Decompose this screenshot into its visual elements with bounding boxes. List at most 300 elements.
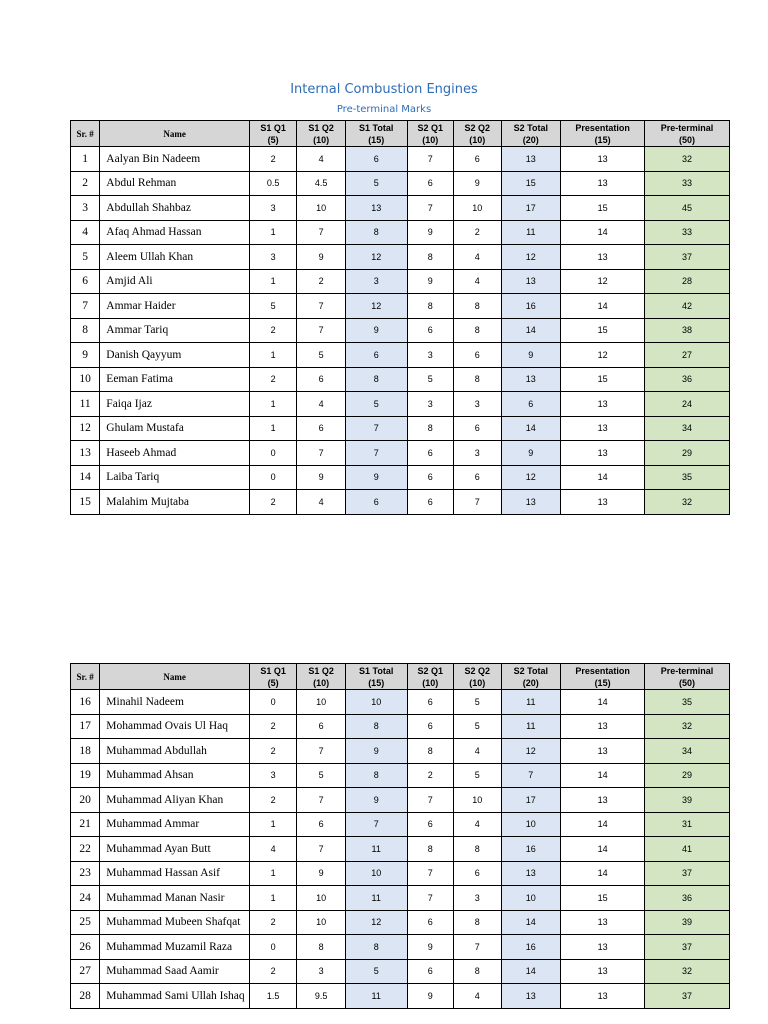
s1-q1-cell: 2 [249, 490, 297, 515]
sr-no-cell: 16 [71, 690, 100, 715]
name-cell: Malahim Mujtaba [100, 490, 250, 515]
name-cell: Eeman Fatima [100, 367, 250, 392]
s2-total-cell: 13 [501, 367, 561, 392]
sr-no-cell: 23 [71, 861, 100, 886]
sr-no-cell: 20 [71, 788, 100, 813]
s2-total-cell: 11 [501, 714, 561, 739]
table-row [71, 714, 730, 739]
s1-q2-cell: 10 [297, 690, 346, 715]
s1-total-cell: 12 [345, 245, 407, 270]
presentation-cell: 15 [561, 367, 645, 392]
name-cell: Ammar Haider [100, 294, 250, 319]
s1-total-cell: 6 [345, 490, 407, 515]
s1-q1-cell: 3 [249, 196, 297, 221]
s2-q1-cell: 7 [407, 886, 453, 911]
pre-terminal-cell: 27 [645, 343, 730, 368]
s1-q2-cell: 7 [297, 837, 346, 862]
table-row [71, 367, 730, 392]
s1-q2-cell: 7 [297, 220, 346, 245]
s2-total-cell: 17 [501, 196, 561, 221]
header-col-s2-total [501, 121, 561, 147]
presentation-cell: 14 [561, 465, 645, 490]
pre-terminal-cell: 29 [645, 441, 730, 466]
s1-total-cell: 5 [345, 171, 407, 196]
s1-q1-cell: 1 [249, 416, 297, 441]
s1-q2-cell: 7 [297, 318, 346, 343]
s2-q1-cell: 9 [407, 269, 453, 294]
presentation-cell: 12 [561, 343, 645, 368]
pre-terminal-cell: 37 [645, 861, 730, 886]
s2-q1-cell: 6 [407, 318, 453, 343]
s1-q1-cell: 4 [249, 837, 297, 862]
s1-total-cell: 7 [345, 441, 407, 466]
s1-q2-cell: 6 [297, 416, 346, 441]
s1-q2-cell: 5 [297, 763, 346, 788]
s1-q1-cell: 2 [249, 788, 297, 813]
s1-q1-cell: 2 [249, 147, 297, 172]
sr-no-cell: 6 [71, 269, 100, 294]
s1-total-cell: 6 [345, 343, 407, 368]
presentation-cell: 13 [561, 984, 645, 1009]
header-col-sr [71, 664, 100, 690]
header-col-name [100, 121, 250, 147]
header-label: Pre-terminal [660, 665, 714, 676]
s2-q1-cell: 8 [407, 294, 453, 319]
s2-total-cell: 15 [501, 171, 561, 196]
s2-q1-cell: 6 [407, 690, 453, 715]
s2-q2-cell: 4 [454, 245, 502, 270]
sr-no-cell: 5 [71, 245, 100, 270]
s2-q2-cell: 6 [454, 861, 502, 886]
header-max-marks: (10) [313, 677, 330, 688]
s2-q2-cell: 4 [454, 739, 502, 764]
header-label: S2 Total [513, 665, 548, 676]
name-cell: Ghulam Mustafa [100, 416, 250, 441]
header-col-s2-q1 [407, 664, 453, 690]
marks-table-1 [70, 120, 730, 515]
s2-q1-cell: 8 [407, 416, 453, 441]
header-label: Presentation [575, 665, 630, 676]
s1-total-cell: 7 [345, 812, 407, 837]
s2-q2-cell: 6 [454, 147, 502, 172]
table-row [71, 910, 730, 935]
s1-q2-cell: 6 [297, 812, 346, 837]
name-cell: Muhammad Saad Aamir [100, 959, 250, 984]
table-row [71, 318, 730, 343]
s2-q1-cell: 6 [407, 171, 453, 196]
s2-q2-cell: 6 [454, 343, 502, 368]
s2-q2-cell: 6 [454, 465, 502, 490]
header-col-name [100, 664, 250, 690]
pre-terminal-cell: 32 [645, 959, 730, 984]
s1-total-cell: 12 [345, 910, 407, 935]
pre-terminal-cell: 41 [645, 837, 730, 862]
table-row [71, 343, 730, 368]
sr-no-cell: 24 [71, 886, 100, 911]
s2-q2-cell: 7 [454, 935, 502, 960]
header-col-presentation [561, 664, 645, 690]
name-cell: Muhammad Ayan Butt [100, 837, 250, 862]
name-cell: Laiba Tariq [100, 465, 250, 490]
pre-terminal-cell: 34 [645, 739, 730, 764]
s1-total-cell: 13 [345, 196, 407, 221]
s1-q1-cell: 2 [249, 910, 297, 935]
sr-no-cell: 17 [71, 714, 100, 739]
header-max-marks: (10) [469, 677, 486, 688]
sr-no-cell: 28 [71, 984, 100, 1009]
name-cell: Mohammad Ovais Ul Haq [100, 714, 250, 739]
s1-q1-cell: 1 [249, 886, 297, 911]
name-cell: Amjid Ali [100, 269, 250, 294]
s1-q1-cell: 0.5 [249, 171, 297, 196]
sr-no-cell: 4 [71, 220, 100, 245]
presentation-cell: 15 [561, 318, 645, 343]
s2-q1-cell: 6 [407, 465, 453, 490]
sr-no-cell: 3 [71, 196, 100, 221]
s2-q1-cell: 6 [407, 490, 453, 515]
header-max-marks: (5) [267, 677, 279, 688]
s2-q2-cell: 8 [454, 318, 502, 343]
s2-q2-cell: 4 [454, 812, 502, 837]
s1-q1-cell: 2 [249, 714, 297, 739]
s1-q2-cell: 8 [297, 935, 346, 960]
presentation-cell: 13 [561, 416, 645, 441]
name-cell: Muhammad Mubeen Shafqat [100, 910, 250, 935]
sr-no-cell: 12 [71, 416, 100, 441]
s1-q1-cell: 3 [249, 245, 297, 270]
header-col-s2-q2 [454, 121, 502, 147]
s2-total-cell: 9 [501, 343, 561, 368]
s1-total-cell: 12 [345, 294, 407, 319]
header-label: S1 Total [359, 665, 394, 676]
s1-total-cell: 6 [345, 147, 407, 172]
pre-terminal-cell: 45 [645, 196, 730, 221]
presentation-cell: 13 [561, 245, 645, 270]
header-max-marks: (10) [422, 677, 439, 688]
name-cell: Abdul Rehman [100, 171, 250, 196]
table-row [71, 269, 730, 294]
document-title: Internal Combustion Engines [290, 82, 478, 97]
table-row [71, 763, 730, 788]
s2-total-cell: 12 [501, 739, 561, 764]
s2-q2-cell: 8 [454, 837, 502, 862]
header-col-s1-q1 [249, 664, 297, 690]
name-cell: Muhammad Manan Nasir [100, 886, 250, 911]
header-label: S1 Q1 [260, 665, 286, 676]
header-max-marks: (5) [267, 134, 279, 145]
sr-no-cell: 25 [71, 910, 100, 935]
s2-q1-cell: 7 [407, 147, 453, 172]
header-label: Pre-terminal [660, 122, 714, 133]
pre-terminal-cell: 32 [645, 490, 730, 515]
pre-terminal-cell: 34 [645, 416, 730, 441]
s1-q1-cell: 1 [249, 343, 297, 368]
presentation-cell: 14 [561, 763, 645, 788]
sr-no-cell: 11 [71, 392, 100, 417]
s1-q2-cell: 10 [297, 886, 346, 911]
presentation-cell: 13 [561, 788, 645, 813]
s1-q2-cell: 5 [297, 343, 346, 368]
header-max-marks: (20) [522, 134, 539, 145]
name-cell: Muhammad Abdullah [100, 739, 250, 764]
s2-q1-cell: 6 [407, 812, 453, 837]
pre-terminal-cell: 39 [645, 788, 730, 813]
presentation-cell: 14 [561, 837, 645, 862]
s2-total-cell: 13 [501, 269, 561, 294]
presentation-cell: 13 [561, 714, 645, 739]
s1-total-cell: 11 [345, 984, 407, 1009]
s2-total-cell: 13 [501, 984, 561, 1009]
s1-total-cell: 8 [345, 367, 407, 392]
s2-q1-cell: 6 [407, 910, 453, 935]
s2-q2-cell: 8 [454, 959, 502, 984]
presentation-cell: 13 [561, 935, 645, 960]
s2-q1-cell: 6 [407, 959, 453, 984]
header-label: S1 Q1 [260, 122, 286, 133]
s2-q1-cell: 9 [407, 935, 453, 960]
s2-q2-cell: 8 [454, 294, 502, 319]
presentation-cell: 13 [561, 441, 645, 466]
table-row [71, 416, 730, 441]
s2-total-cell: 11 [501, 220, 561, 245]
s2-q2-cell: 6 [454, 416, 502, 441]
pre-terminal-cell: 31 [645, 812, 730, 837]
sr-no-cell: 13 [71, 441, 100, 466]
table-row [71, 441, 730, 466]
s1-q1-cell: 2 [249, 959, 297, 984]
header-label: Name [163, 128, 186, 139]
s2-q1-cell: 3 [407, 343, 453, 368]
s1-q2-cell: 7 [297, 739, 346, 764]
table-header-row [71, 121, 730, 147]
name-cell: Muhammad Aliyan Khan [100, 788, 250, 813]
name-cell: Muhammad Ahsan [100, 763, 250, 788]
sr-no-cell: 1 [71, 147, 100, 172]
s1-q2-cell: 6 [297, 714, 346, 739]
sr-no-cell: 26 [71, 935, 100, 960]
s1-q2-cell: 6 [297, 367, 346, 392]
table-header-row [71, 664, 730, 690]
pre-terminal-cell: 33 [645, 171, 730, 196]
s2-total-cell: 13 [501, 861, 561, 886]
s1-total-cell: 5 [345, 959, 407, 984]
header-col-s2-q1 [407, 121, 453, 147]
header-label: S1 Q2 [308, 122, 334, 133]
table-row [71, 984, 730, 1009]
pre-terminal-cell: 28 [645, 269, 730, 294]
s1-q2-cell: 9 [297, 245, 346, 270]
s2-q1-cell: 7 [407, 788, 453, 813]
header-label: Presentation [575, 122, 630, 133]
sr-no-cell: 21 [71, 812, 100, 837]
s2-q1-cell: 8 [407, 245, 453, 270]
s1-q1-cell: 2 [249, 367, 297, 392]
header-col-s1-total [345, 121, 407, 147]
pre-terminal-cell: 42 [645, 294, 730, 319]
header-label: S1 Total [359, 122, 394, 133]
s1-q2-cell: 4 [297, 392, 346, 417]
s2-total-cell: 9 [501, 441, 561, 466]
pre-terminal-cell: 37 [645, 984, 730, 1009]
presentation-cell: 13 [561, 739, 645, 764]
sr-no-cell: 14 [71, 465, 100, 490]
pre-terminal-cell: 36 [645, 886, 730, 911]
table-row [71, 739, 730, 764]
s2-q1-cell: 3 [407, 392, 453, 417]
s1-total-cell: 9 [345, 788, 407, 813]
s2-q1-cell: 6 [407, 714, 453, 739]
s2-total-cell: 14 [501, 910, 561, 935]
s2-q1-cell: 9 [407, 220, 453, 245]
header-col-pre-terminal [645, 121, 730, 147]
pre-terminal-cell: 32 [645, 147, 730, 172]
header-label: S2 Total [513, 122, 548, 133]
s2-q1-cell: 9 [407, 984, 453, 1009]
presentation-cell: 13 [561, 392, 645, 417]
s2-q1-cell: 6 [407, 441, 453, 466]
s1-total-cell: 8 [345, 714, 407, 739]
header-label: S1 Q2 [308, 665, 334, 676]
sr-no-cell: 9 [71, 343, 100, 368]
s2-total-cell: 11 [501, 690, 561, 715]
header-label: Sr. # [76, 128, 94, 139]
s2-total-cell: 17 [501, 788, 561, 813]
sr-no-cell: 18 [71, 739, 100, 764]
s1-q2-cell: 2 [297, 269, 346, 294]
s2-total-cell: 13 [501, 147, 561, 172]
s1-q2-cell: 9 [297, 861, 346, 886]
s1-q1-cell: 0 [249, 465, 297, 490]
s2-q2-cell: 3 [454, 441, 502, 466]
s1-total-cell: 7 [345, 416, 407, 441]
s1-q2-cell: 9.5 [297, 984, 346, 1009]
s2-q1-cell: 2 [407, 763, 453, 788]
s1-total-cell: 9 [345, 318, 407, 343]
s2-q2-cell: 10 [454, 196, 502, 221]
header-col-pre-terminal [645, 664, 730, 690]
header-max-marks: (10) [422, 134, 439, 145]
table-row [71, 935, 730, 960]
header-col-s1-q1 [249, 121, 297, 147]
sr-no-cell: 10 [71, 367, 100, 392]
s1-q1-cell: 0 [249, 441, 297, 466]
table-row [71, 196, 730, 221]
sr-no-cell: 19 [71, 763, 100, 788]
s1-q1-cell: 0 [249, 935, 297, 960]
sr-no-cell: 7 [71, 294, 100, 319]
table-row [71, 886, 730, 911]
s2-q1-cell: 5 [407, 367, 453, 392]
table-row [71, 171, 730, 196]
presentation-cell: 13 [561, 171, 645, 196]
header-max-marks: (10) [313, 134, 330, 145]
table-row [71, 788, 730, 813]
header-col-sr [71, 121, 100, 147]
s1-q1-cell: 1 [249, 392, 297, 417]
presentation-cell: 14 [561, 220, 645, 245]
s2-total-cell: 12 [501, 465, 561, 490]
s2-total-cell: 16 [501, 935, 561, 960]
s2-total-cell: 16 [501, 294, 561, 319]
s1-total-cell: 5 [345, 392, 407, 417]
s1-q2-cell: 4 [297, 147, 346, 172]
s1-q1-cell: 1 [249, 220, 297, 245]
s2-q2-cell: 2 [454, 220, 502, 245]
header-label: S2 Q2 [464, 122, 490, 133]
s1-q2-cell: 4 [297, 490, 346, 515]
s1-total-cell: 8 [345, 763, 407, 788]
s1-q2-cell: 7 [297, 441, 346, 466]
s1-total-cell: 11 [345, 837, 407, 862]
table-row [71, 245, 730, 270]
name-cell: Muhammad Muzamil Raza [100, 935, 250, 960]
s2-total-cell: 14 [501, 416, 561, 441]
name-cell: Muhammad Sami Ullah Ishaq [100, 984, 250, 1009]
s1-q1-cell: 1.5 [249, 984, 297, 1009]
table-row [71, 294, 730, 319]
pre-terminal-cell: 35 [645, 690, 730, 715]
s1-total-cell: 8 [345, 220, 407, 245]
sr-no-cell: 2 [71, 171, 100, 196]
header-col-s1-q2 [297, 121, 346, 147]
name-cell: Afaq Ahmad Hassan [100, 220, 250, 245]
presentation-cell: 14 [561, 861, 645, 886]
presentation-cell: 13 [561, 490, 645, 515]
header-label: S2 Q2 [464, 665, 490, 676]
presentation-cell: 13 [561, 147, 645, 172]
s2-q2-cell: 9 [454, 171, 502, 196]
sr-no-cell: 15 [71, 490, 100, 515]
pre-terminal-cell: 32 [645, 714, 730, 739]
s1-q1-cell: 2 [249, 739, 297, 764]
s2-total-cell: 12 [501, 245, 561, 270]
s2-q2-cell: 7 [454, 490, 502, 515]
name-cell: Ammar Tariq [100, 318, 250, 343]
sr-no-cell: 8 [71, 318, 100, 343]
pre-terminal-cell: 38 [645, 318, 730, 343]
sr-no-cell: 27 [71, 959, 100, 984]
s2-q1-cell: 8 [407, 739, 453, 764]
s2-total-cell: 13 [501, 490, 561, 515]
table-row [71, 392, 730, 417]
s2-total-cell: 14 [501, 959, 561, 984]
s2-q1-cell: 7 [407, 196, 453, 221]
s1-q1-cell: 5 [249, 294, 297, 319]
table-row [71, 147, 730, 172]
pre-terminal-cell: 35 [645, 465, 730, 490]
s2-q1-cell: 8 [407, 837, 453, 862]
s2-q2-cell: 5 [454, 714, 502, 739]
header-col-presentation [561, 121, 645, 147]
pre-terminal-cell: 33 [645, 220, 730, 245]
s1-q2-cell: 10 [297, 196, 346, 221]
s2-q2-cell: 10 [454, 788, 502, 813]
s1-total-cell: 3 [345, 269, 407, 294]
table-row [71, 861, 730, 886]
name-cell: Haseeb Ahmad [100, 441, 250, 466]
name-cell: Muhammad Hassan Asif [100, 861, 250, 886]
s2-total-cell: 14 [501, 318, 561, 343]
name-cell: Danish Qayyum [100, 343, 250, 368]
s2-total-cell: 7 [501, 763, 561, 788]
table-row [71, 837, 730, 862]
s2-q1-cell: 7 [407, 861, 453, 886]
s1-total-cell: 9 [345, 739, 407, 764]
pre-terminal-cell: 37 [645, 935, 730, 960]
header-col-s2-total [501, 664, 561, 690]
s2-q2-cell: 8 [454, 367, 502, 392]
table-row [71, 959, 730, 984]
